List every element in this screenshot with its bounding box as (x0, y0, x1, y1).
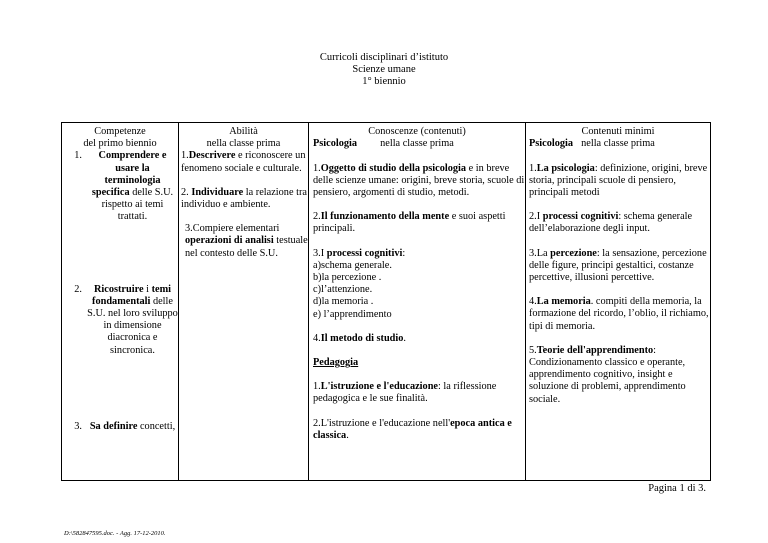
conoscenza-5 (313, 381, 525, 405)
conoscenza-bold: Il funzionamento della mente (320, 211, 450, 223)
conoscenza-rest: . (403, 332, 406, 344)
contenuto-bold: Teorie dell'apprendimento (536, 344, 654, 356)
competenze-header-line2: del primo biennio (83, 138, 157, 150)
competenza-rest-2: delle S.U. nel loro sviluppo in dimensione diacronica e sincronica. (87, 295, 178, 356)
competenza-bold: Comprendere e usare la terminologia specifica (91, 150, 167, 199)
competenze-header (62, 123, 178, 150)
competenze-header-line1: Competenze (94, 126, 146, 137)
contenuto-5 (529, 345, 710, 406)
conoscenza-rest: e in breve delle scienze umane: origini, breve storia, scuole di pensiero, argomenti di studio, metodi. (313, 162, 525, 199)
competenza-rest: i (143, 283, 152, 295)
conoscenza-3-sub-item: e) l’apprendimento (313, 308, 392, 320)
competenza-rest: concetti, (137, 420, 176, 432)
competenza-number: 1. (74, 150, 82, 162)
contenuto-3 (529, 248, 710, 285)
abilita-column (179, 123, 309, 481)
abilita-bold: Individuare (191, 186, 244, 198)
conoscenza-number: 1. (313, 381, 321, 393)
conoscenza-3-sub-item: c)l’attenzione. (313, 284, 373, 296)
page-number: Pagina 1 di 3. (648, 483, 706, 494)
conoscenza-3-sub-item: d)la memoria . (313, 296, 374, 308)
conoscenza-bold: Oggetto di studio della psicologia (320, 162, 467, 174)
conoscenza-pre: L'istruzione e l'educazione nell' (320, 417, 451, 429)
abilita-1 (181, 150, 308, 174)
conoscenza-bold: processi cognitivi (326, 247, 403, 259)
abilita-number: 1. (181, 150, 189, 162)
abilita-3 (181, 223, 308, 260)
conoscenza-number: 2. (313, 417, 321, 429)
contenuto-rest: : schema generale dell’elaborazione degli input. (529, 211, 693, 235)
conoscenza-number: 2. (313, 211, 321, 223)
conoscenze-column (309, 123, 526, 481)
competenza-text (87, 421, 178, 433)
competenza-text (87, 284, 178, 357)
contenuto-2 (529, 211, 710, 235)
doc-level: 1° biennio (362, 76, 406, 87)
conoscenze-list (309, 138, 525, 442)
conoscenza-pre: I (320, 247, 327, 259)
abilita-pre: Compiere elementari (192, 223, 280, 235)
abilita-rest: testuale nel contesto delle S.U. (185, 235, 308, 259)
abilita-header-line1: Abilità (229, 126, 258, 137)
conoscenza-bold: Il metodo di studio (320, 332, 404, 344)
contenuto-bold: La psicologia (536, 162, 595, 174)
contenuti-psicologia-heading: Psicologia (529, 138, 574, 150)
abilita-number: 3. (185, 223, 193, 235)
abilita-bold: operazioni di analisi (185, 235, 274, 247)
contenuto-4 (529, 296, 710, 333)
contenuto-number: 5. (529, 344, 537, 356)
conoscenza-2 (313, 211, 525, 235)
competenza-bold-2: temi fondamentali (92, 283, 172, 307)
conoscenza-rest: e suoi aspetti principali. (313, 211, 506, 235)
competenza-2 (62, 284, 178, 357)
contenuto-number: 3. (529, 247, 537, 259)
contenuto-rest: : la sensazione, percezione delle figure, principi gestaltici, costanze percettive, illusioni percettive. (529, 247, 707, 284)
competenza-1 (62, 150, 178, 223)
conoscenza-rest: . (346, 429, 349, 441)
abilita-rest: la relazione tra individuo e ambiente. (181, 186, 307, 211)
doc-title: Curricoli disciplinari d’istituto (319, 52, 449, 63)
contenuto-rest: . compiti della memoria, la formazione del ricordo, l’oblio, il richiamo, tipi di memoria. (529, 296, 709, 332)
conoscenza-3 (313, 248, 525, 260)
contenuto-1 (529, 163, 710, 200)
conoscenze-header-line1: Conoscenze (contenuti) (368, 126, 466, 137)
competenza-number: 3. (74, 420, 82, 432)
competenza-bold: Ricostruire (93, 283, 144, 295)
contenuti-list (526, 138, 710, 405)
conoscenza-1 (313, 163, 525, 200)
conoscenza-4 (313, 333, 525, 345)
doc-subject: Scienze umane (352, 64, 416, 75)
contenuto-number: 1. (529, 162, 537, 174)
contenuto-bold: percezione (550, 247, 597, 259)
competenza-text (87, 150, 178, 223)
competenza-number: 2. (74, 283, 82, 295)
contenuto-bold: processi cognitivi (542, 211, 619, 223)
conoscenze-header-line2: nella classe prima (380, 138, 454, 150)
contenuto-pre: La (536, 247, 551, 259)
abilita-header-line2: nella classe prima (206, 138, 281, 150)
contenuto-pre: I (536, 211, 543, 223)
abilita-header (179, 123, 308, 150)
contenuto-number: 2. (529, 211, 537, 223)
conoscenze-pedagogia-heading: Pedagogia (313, 357, 359, 369)
abilita-bold: Descrivere (188, 150, 236, 162)
competenza-rest: delle S.U. rispetto ai temi trattati. (101, 187, 174, 223)
contenuti-header-line2: nella classe prima (581, 138, 655, 150)
competenza-3 (62, 421, 178, 433)
conoscenza-number: 4. (313, 332, 321, 344)
file-path: D:\582847595.doc. - Agg. 17-12-2010. (64, 530, 166, 537)
contenuto-bold: La memoria (536, 296, 591, 308)
contenuto-number: 4. (529, 296, 537, 308)
conoscenze-psicologia-heading: Psicologia (313, 138, 358, 150)
abilita-number: 2. (181, 186, 189, 198)
conoscenza-3-sub-item: b)la percezione . (313, 272, 382, 284)
conoscenza-number: 1. (313, 162, 321, 174)
conoscenza-rest: : (402, 247, 406, 259)
contenuto-rest: : Condizionamento classico e operante, apprendimento cognitivo, insight e soluzione di problemi, apprendimento sociale. (529, 344, 686, 405)
conoscenza-bold: L'istruzione e l'educazione (320, 381, 438, 393)
contenuti-header-line1: Contenuti minimi (581, 126, 655, 137)
conoscenza-number: 3. (313, 247, 321, 259)
abilita-list (179, 150, 308, 259)
contenuti-column (526, 123, 711, 481)
conoscenza-bold: epoca antica e classica (313, 417, 512, 441)
conoscenza-6 (313, 418, 525, 442)
abilita-2 (181, 187, 308, 211)
competenza-bold: Sa definire (89, 420, 138, 432)
competenze-column (62, 123, 179, 481)
abilita-rest: e riconoscere un fenomeno sociale e culturale. (181, 150, 306, 174)
curriculum-table (61, 122, 711, 481)
conoscenza-3-sub-item: a)schema generale. (313, 259, 392, 271)
conoscenza-rest: : la riflessione pedagogica e le sue finalità. (313, 381, 497, 405)
contenuto-rest: : definizione, origini, breve storia, principali scuole di pensiero, principali metodi (529, 162, 708, 199)
